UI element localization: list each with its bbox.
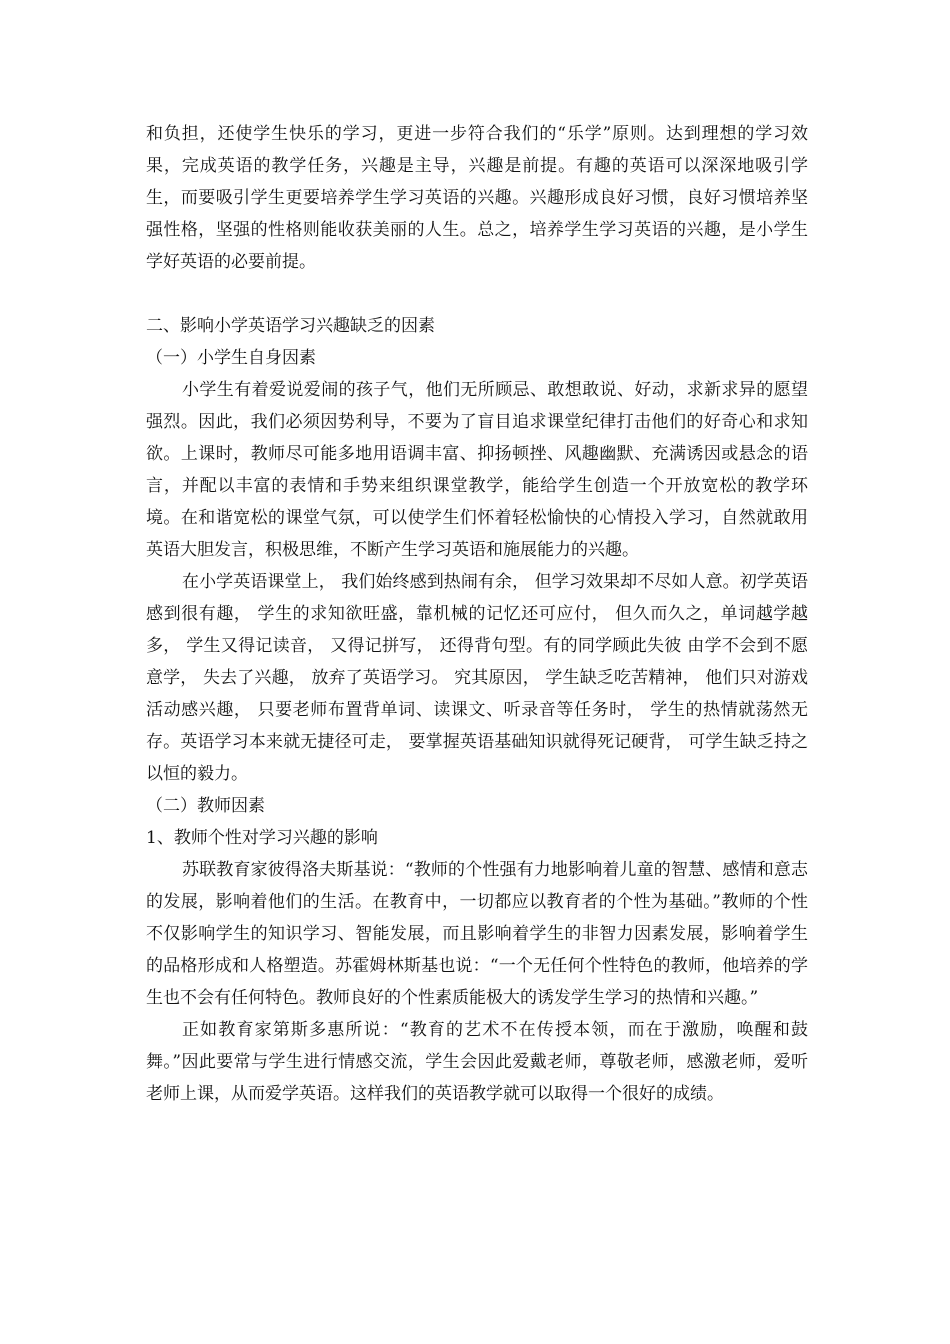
subsection-heading-teachers: （二）教师因素 <box>146 796 265 816</box>
document-page <box>146 118 808 1110</box>
point-heading-teacher-personality: 1、教师个性对学习兴趣的影响 <box>146 828 378 848</box>
subsection-heading-students: （一）小学生自身因素 <box>146 348 316 368</box>
paragraph-classroom-observation: 在小学英语课堂上， 我们始终感到热闹有余， 但学习效果却不尽如人意。初学英语感到很有趣， 学生的求知欲旺盛，靠机械的记忆还可应付， 但久而久之，单词越学越多， 学生又得记读音， 又得记拼写， 还得背句型。有的同学顾此失彼 由学不会到不愿意学， 失去了兴趣， 放弃了英语学习。 究其原因， 学生缺乏吃苦精神， 他们只对游戏活动感兴趣， 只要老师布置背单词、读课文、听录音等任务时， 学生的热情就荡然无存。英语学习本来就无捷径可走， 要掌握英语基础知识就得死记硬背， 可学生缺乏持之以恒的毅力。 <box>146 572 808 784</box>
paragraph-student-nature: 小学生有着爱说爱闹的孩子气，他们无所顾忌、敢想敢说、好动，求新求异的愿望强烈。因此，我们必须因势利导，不要为了盲目追求课堂纪律打击他们的好奇心和求知欲。上课时，教师尽可能多地用语调丰富、抑扬顿挫、风趣幽默、充满诱因或悬念的语言，并配以丰富的表情和手势来组织课堂教学，能给学生创造一个开放宽松的教学环境。在和谐宽松的课堂气氛，可以使学生们怀着轻松愉快的心情投入学习，自然就敢用英语大胆发言，积极思维，不断产生学习英语和施展能力的兴趣。 <box>146 380 808 560</box>
paragraph-gap <box>146 278 808 310</box>
section-heading: 二、影响小学英语学习兴趣缺乏的因素 <box>146 316 435 336</box>
paragraph-diesterweg-quote: 正如教育家第斯多惠所说：“教育的艺术不在传授本领，而在于激励，唤醒和鼓舞。”因此要常与学生进行情感交流，学生会因此爱戴老师，尊敬老师，感激老师，爱听老师上课，从而爱学英语。这样我们的英语教学就可以取得一个很好的成绩。 <box>146 1020 808 1104</box>
paragraph-intro-continuation: 和负担，还使学生快乐的学习，更进一步符合我们的“乐学”原则。达到理想的学习效果，完成英语的教学任务，兴趣是主导，兴趣是前提。有趣的英语可以深深地吸引学生，而要吸引学生更要培养学生学习英语的兴趣。兴趣形成良好习惯，良好习惯培养坚强性格，坚强的性格则能收获美丽的人生。总之，培养学生学习英语的兴趣，是小学生学好英语的必要前提。 <box>146 124 808 272</box>
paragraph-petrovsky-quote: 苏联教育家彼得洛夫斯基说：“教师的个性强有力地影响着儿童的智慧、感情和意志的发展，影响着他们的生活。在教育中，一切都应以教育者的个性为基础。”教师的个性不仅影响学生的知识学习、智能发展，而且影响着学生的非智力因素发展，影响着学生的品格形成和人格塑造。苏霍姆林斯基也说：“一个无任何个性特色的教师，他培养的学生也不会有任何特色。教师良好的个性素质能极大的诱发学生学习的热情和兴趣。” <box>146 860 808 1008</box>
